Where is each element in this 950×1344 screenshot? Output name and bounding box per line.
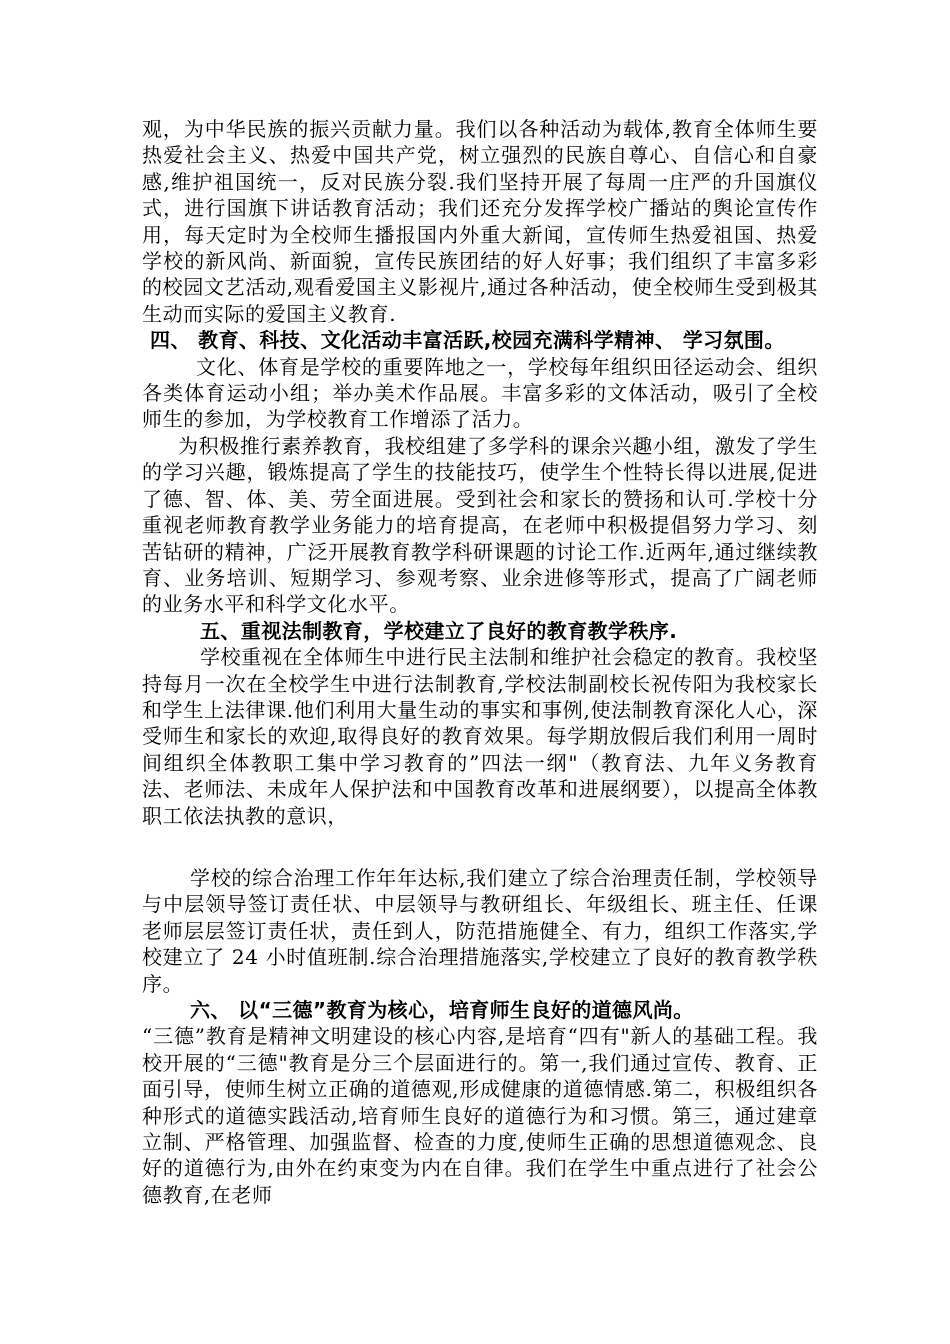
paragraph-5-2: 学校的综合治理工作年年达标,我们建立了综合治理责任制，学校领导与中层领导签订责任状、中层领导与教研组长、年级组长、班主任、任课老师层层签订责任状，责任到人，防范措施健全、有力，组织工作落实,学校建立了 24 小时值班制.综合治理措施落实,学校建立了良好的教育教学秩序。 [142, 865, 818, 996]
paragraph-intro: 观，为中华民族的振兴贡献力量。我们以各种活动为载体,教育全体师生要热爱社会主义、热爱中国共产党，树立强烈的民族自尊心、自信心和自豪感,维护祖国统一，反对民族分裂.我们坚持开展了每周一庄严的升国旗仪式，进行国旗下讲话教育活动；我们还充分发挥学校广播站的舆论宣传作用，每天定时为全校师生播报国内外重大新闻，宣传师生热爱祖国、热爱学校的新风尚、新面貌，宣传民族团结的好人好事；我们组织了丰富多彩的校园文艺活动,观看爱国主义影视片,通过各种活动，使全校师生受到极其生动而实际的爱国主义教育. [142, 117, 818, 326]
paragraph-5-1: 学校重视在全体师生中进行民主法制和维护社会稳定的教育。我校坚持每月一次在全校学生中进行法制教育,学校法制副校长祝传阳为我校家长和学生上法律课.他们利用大量生动的事实和事例,使法制教育深化人心，深受师生和家长的欢迎,取得良好的教育效果。每学期放假后我们利用一周时间组织全体教职工集中学习教育的”四法一纲"（教育法、九年义务教育法、老师法、未成年人保护法和中国教育改革和进展纲要），以提高全体教职工依法执教的意识， [142, 645, 818, 828]
paragraph-gap [142, 829, 818, 865]
heading-section-5: 五、重视法制教育，学校建立了良好的教育教学秩序. [200, 618, 678, 643]
heading-section-6: 六、 以“三德”教育为核心，培育师生良好的道德风尚。 [190, 998, 694, 1022]
heading-section-4: 四、 教育、科技、文化活动丰富活跃,校园充满科学精神、 学习氛围。 [150, 328, 785, 353]
paragraph-4-2: 为积极推行素养教育，我校组建了多学科的课余兴趣小组，激发了学生的学习兴趣，锻炼提高了学生的技能技巧，使学生个性特长得以进展,促进了德、智、体、美、劳全面进展。受到社会和家长的赞扬和认可.学校十分重视老师教育教学业务能力的培育提高，在老师中积极提倡努力学习、刻苦钻研的精神，广泛开展教育教学科研课题的讨论工作.近两年,通过继续教育、业务培训、短期学习、参观考察、业余进修等形式，提高了广阔老师的业务水平和科学文化水平。 [142, 433, 818, 617]
paragraph-6-1: “三德”教育是精神文明建设的核心内容,是培育“四有"新人的基础工程。我校开展的“三德"教育是分三个层面进行的。第一,我们通过宣传、教育、正面引导，使师生树立正确的道德观,形成健康的道德情感.第二，积极组织各种形式的道德实践活动,培育师生良好的道德行为和习惯。第三，通过建章立制、严格管理、加强监督、检查的力度,使师生正确的思想道德观念、良好的道德行为,由外在约束变为内在自律。我们在学生中重点进行了社会公德教育,在老师 [142, 1024, 818, 1207]
paragraph-4-1: 文化、体育是学校的重要阵地之一，学校每年组织田径运动会、组织各类体育运动小组；举办美术作品展。丰富多彩的文体活动，吸引了全校师生的参加，为学校教育工作增添了活力。 [142, 354, 818, 432]
